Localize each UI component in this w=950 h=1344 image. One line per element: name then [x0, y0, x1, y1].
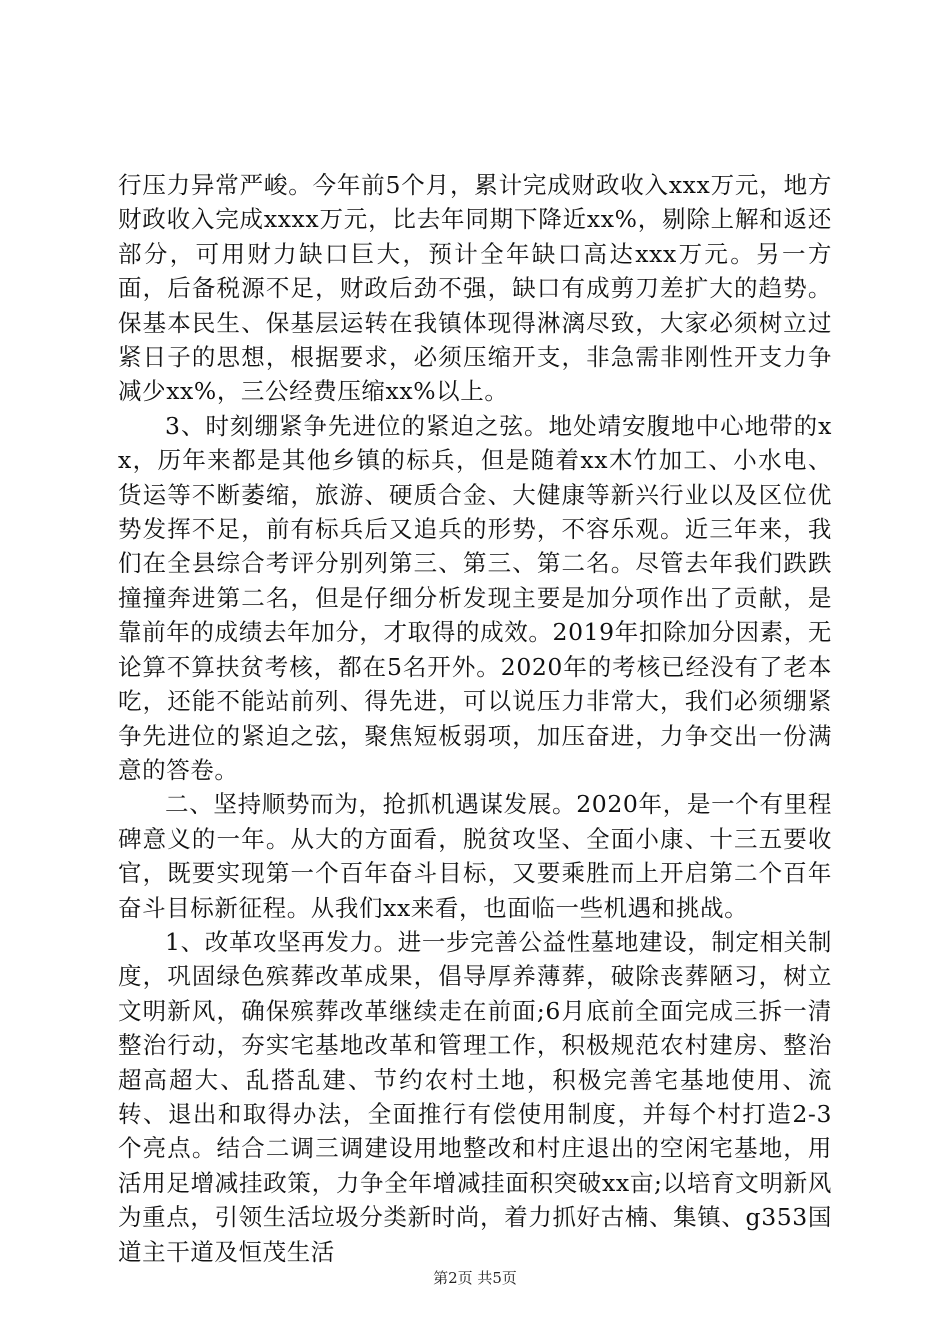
- paragraph-4: 1、改革攻坚再发力。进一步完善公益性墓地建设，制定相关制度，巩固绿色殡葬改革成果，倡导厚养薄葬，破除丧葬陋习，树立文明新风，确保殡葬改革继续走在前面;6月底前全面完成三拆一清整治行动，夯实宅基地改革和管理工作，积极规范农村建房、整治超高超大、乱搭乱建、节约农村土地，积极完善宅基地使用、流转、退出和取得办法，全面推行有偿使用制度，并每个村打造2-3个亮点。结合二调三调建设用地整改和村庄退出的空闲宅基地，用活用足增减挂政策，力争全年增减挂面积突破xx亩;以培育文明新风为重点，引领生活垃圾分类新时尚，着力抓好古楠、集镇、g353国道主干道及恒茂生活: [118, 927, 832, 1266]
- document-body: [118, 168, 832, 1269]
- paragraph-1: 行压力异常严峻。今年前5个月，累计完成财政收入xxx万元，地方财政收入完成xxxx万元，比去年同期下降近xx%，剔除上解和返还部分，可用财力缺口巨大，预计全年缺口高达xxx万元。另一方面，后备税源不足，财政后劲不强，缺口有成剪刀差扩大的趋势。保基本民生、保基层运转在我镇体现得淋漓尽致，大家必须树立过紧日子的思想，根据要求，必须压缩开支，非急需非刚性开支力争减少xx%，三公经费压缩xx%以上。: [118, 171, 832, 406]
- paragraph-2: 3、时刻绷紧争先进位的紧迫之弦。地处靖安腹地中心地带的xx，历年来都是其他乡镇的标兵，但是随着xx木竹加工、小水电、货运等不断萎缩，旅游、硬质合金、大健康等新兴行业以及区位优势发挥不足，前有标兵后又追兵的形势，不容乐观。近三年来，我们在全县综合考评分别列第三、第三、第二名。尽管去年我们跌跌撞撞奔进第二名，但是仔细分析发现主要是加分项作出了贡献，是靠前年的成绩去年加分，才取得的成效。2019年扣除加分因素，无论算不算扶贫考核，都在5名开外。2020年的考核已经没有了老本吃，还能不能站前列、得先进，可以说压力非常大，我们必须绷紧争先进位的紧迫之弦，聚焦短板弱项，加压奋进，力争交出一份满意的答卷。: [118, 411, 832, 784]
- paragraph-3: 二、坚持顺势而为，抢抓机遇谋发展。2020年，是一个有里程碑意义的一年。从大的方面看，脱贫攻坚、全面小康、十三五要收官，既要实现第一个百年奋斗目标，又要乘胜而上开启第二个百年奋斗目标新征程。从我们xx来看，也面临一些机遇和挑战。: [118, 790, 832, 922]
- page-number-footer: 第2页 共5页: [433, 1269, 517, 1287]
